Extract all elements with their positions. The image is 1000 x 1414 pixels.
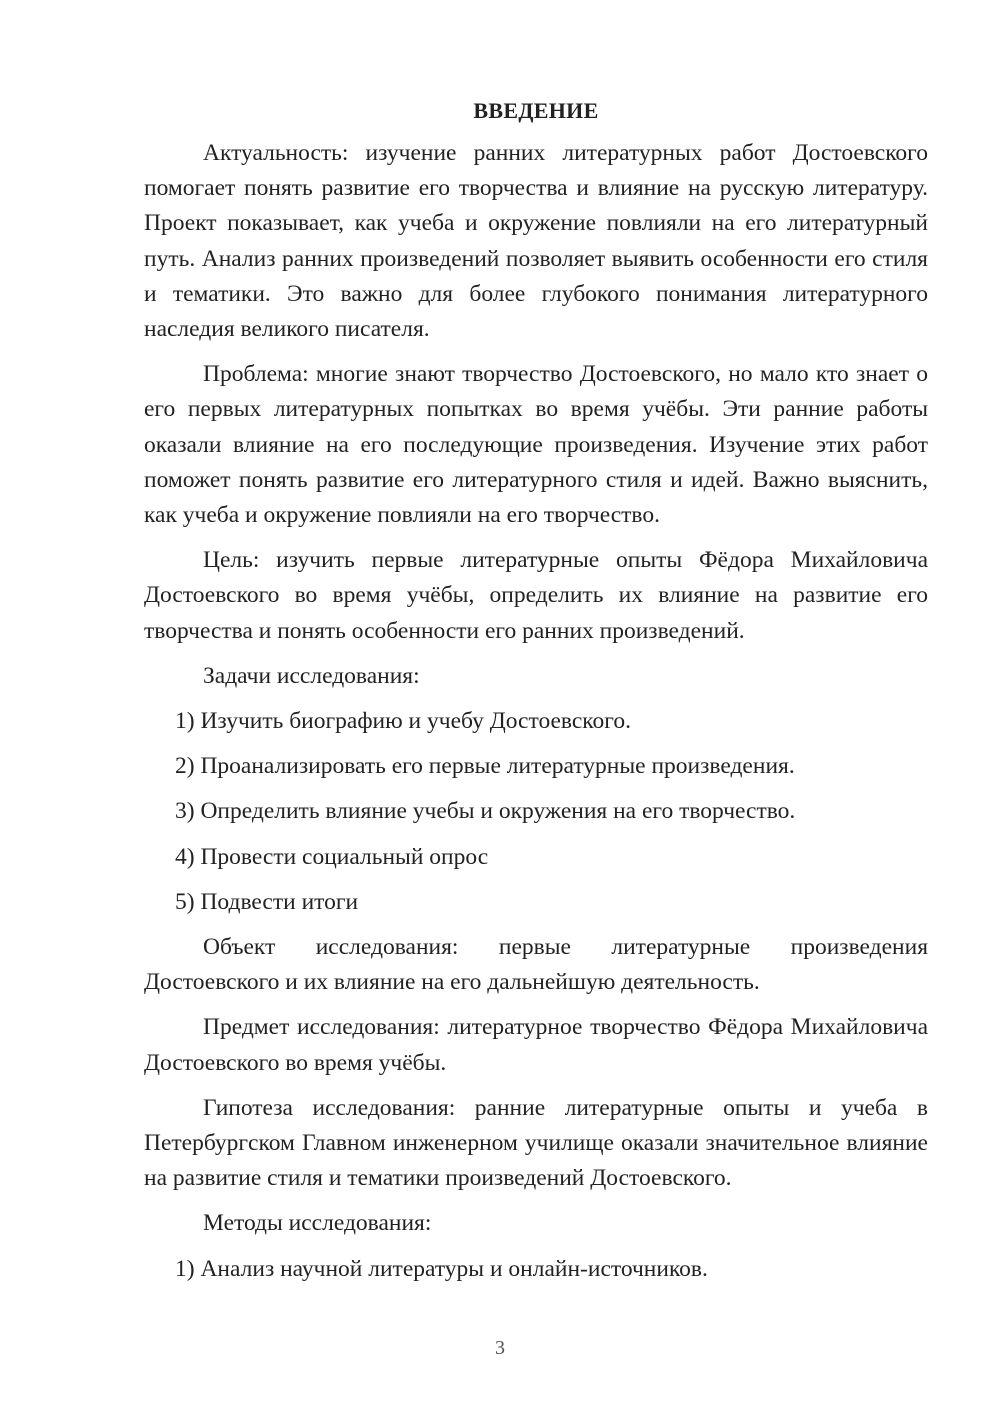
goal-paragraph: Цель: изучить первые литературные опыты Фёдора Михайловича Достоевского во время учёбы, определить их влияние на развитие его творчества и понять особенности его ранних произведений. (144, 547, 928, 644)
task-item: 3) Определить влияние учебы и окружения на его творчество. (175, 798, 796, 825)
document-body (144, 96, 928, 1297)
methods-list (144, 1252, 928, 1287)
problem-paragraph: Проблема: многие знают творчество Достоевского, но мало кто знает о его первых литературных попытках во время учёбы. Эти ранние работы оказали влияние на его последующие произведения. Изучение этих работ поможет понять развитие его литературного стиля и идей. Важно выяснить, как учеба и окружение повлияли на его творчество. (144, 361, 928, 529)
task-item: 2) Проанализировать его первые литературные произведения. (175, 753, 795, 780)
object-paragraph: Объект исследования: первые литературные произведения Достоевского и их влияние на его дальнейшую деятельность. (144, 934, 928, 996)
subject-paragraph: Предмет исследования: литературное творчество Фёдора Михайловича Достоевского во время учёбы. (144, 1014, 928, 1076)
method-item: 1) Анализ научной литературы и онлайн-источников. (175, 1255, 708, 1282)
relevance-paragraph: Актуальность: изучение ранних литературных работ Достоевского помогает понять развитие его творчества и влияние на русскую литературу. Проект показывает, как учеба и окружение повлияли на его литературный путь. Анализ ранних произведений позволяет выявить особенности его стиля и тематики. Это важно для более глубокого понимания литературного наследия великого писателя. (144, 140, 928, 343)
hypothesis-paragraph: Гипотеза исследования: ранние литературные опыты и учеба в Петербургском Главном инженерном училище оказали значительное влияние на развитие стиля и тематики произведений Достоевского. (144, 1094, 928, 1192)
tasks-heading: Задачи исследования: (203, 662, 420, 689)
page-number: 3 (495, 1337, 505, 1359)
task-item: 4) Провести социальный опрос (175, 843, 489, 870)
section-title: ВВЕДЕНИЕ (473, 98, 599, 123)
task-item: 5) Подвести итоги (175, 888, 359, 915)
methods-heading: Методы исследования: (203, 1210, 432, 1237)
task-item: 1) Изучить биографию и учебу Достоевского. (175, 708, 631, 735)
tasks-list (144, 704, 928, 920)
